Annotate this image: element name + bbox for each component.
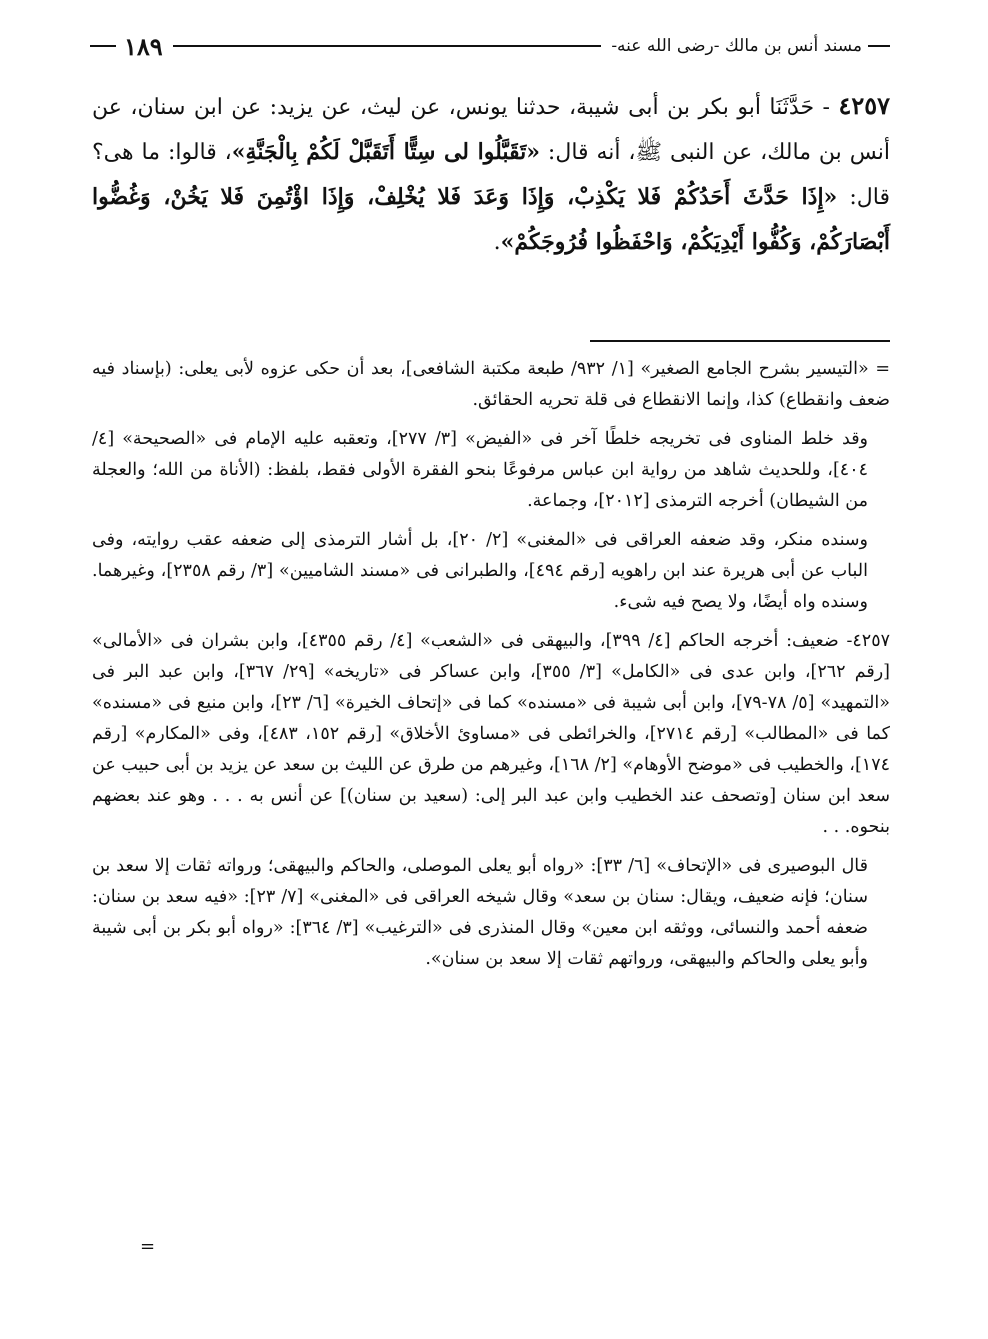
hadith-chain: - حَدَّثَنَا أبو بكر بن أبى شيبة، حدثنا يونس، عن ليث، عن يزيد: عن ابن سنان، عن أنس بن مالك، عن النبى ﷺ، أنه قال: xyxy=(92,95,890,165)
hadith-number: ٤٢٥٧ xyxy=(838,91,890,120)
footnote-paragraph: وسنده منكر، وقد ضعفه العراقى فى «المغنى» [٢/ ٢٠]، بل أشار الترمذى إلى ضعفه عقب روايته، وفى الباب عن أبى هريرة عند ابن راهويه [رقم ٤٩٤]، والطبرانى فى «مسند الشاميين» [٣/ رقم ٢٣٥٨]، وغيرهما. وسنده واه أيضًا، ولا يصح فيه شىء. xyxy=(92,530,868,612)
hadith-mid: ، قالوا: ما هى؟ قال: xyxy=(92,140,891,210)
footnote-separator xyxy=(590,340,890,342)
footnote-paragraph: = «التيسير بشرح الجامع الصغير» [١/ ٩٣٢/ طبعة مكتبة الشافعى]، بعد أن حكى عزوه لأبى يعلى: (بإسناد فيه ضعف وانقطاع) كذا، وإنما الانقطاع فى قلة تحريه الحقائق. xyxy=(92,359,890,410)
header-dash-right xyxy=(868,45,890,47)
hadith-text xyxy=(92,84,890,265)
header-rule xyxy=(173,45,602,47)
footnotes xyxy=(92,354,890,983)
continuation-mark: = xyxy=(140,1236,156,1257)
footnote-paragraph: وقد خلط المناوى فى تخريجه خلطًا آخر فى «الفيض» [٣/ ٢٧٧]، وتعقبه عليه الإمام فى «الصحيحة» [٤/ ٤٠٤]، وللحديث شاهد من رواية ابن عباس مرفوعًا بنحو الفقرة الأولى فقط، بلفظ: (الأناة من الله؛ والعجلة من الشيطان) أخرجه الترمذى [٢٠١٢]، وجماعة. xyxy=(92,429,869,511)
header-dash-left xyxy=(90,45,116,47)
footnote-hadith-grading: ٤٢٥٧- ضعيف: أخرجه الحاكم [٤/ ٣٩٩]، والبيهقى فى «الشعب» [٤/ رقم ٤٣٥٥]، وابن بشران فى «الأمالى» [رقم ٢٦٢]، وابن عدى فى «الكامل» [٣/ ٣٥٥]، وابن عساكر فى «تاريخه» [٢٩/ ٣٦٧]، وابن عبد البر فى «التمهيد» [٥/ ٧٨-٧٩]، وابن أبى شيبة فى «مسنده» كما فى «إتحاف الخيرة» [٦/ ٢٣]، وابن منيع فى «مسنده» كما فى «المطالب» [رقم ٢٧١٤]، والخرائطى فى «مساوئ الأخلاق» [رقم ١٥٢، ٤٨٣]، وفى «المكارم» [رقم ١٧٤]، والخطيب فى «موضح الأوهام» [٢/ ١٦٨]، وغيرهم من طرق عن الليث بن سعد عن يزيد بن أبى حبيب عن سعد ابن سنان [وتصحف عند الخطيب وابن عبد البر إلى: (سعيد بن سنان)] عن أنس به . . . وهو عند بعضهم بنحوه. . . xyxy=(92,631,891,837)
footnote-paragraph: قال البوصيرى فى «الإتحاف» [٦/ ٣٣]: «رواه أبو يعلى الموصلى، والحاكم والبيهقى؛ ورواته ثقات إلا سعد بن سنان؛ فإنه ضعيف، ويقال: سنان بن سعد» وقال شيخه العراقى فى «المغنى» [٧/ ٢٣]: «فيه سعد بن سنان: ضعفه أحمد والنسائى، ووثقه ابن معين» وقال المنذرى فى «الترغيب» [٣/ ٣٦٤]: «رواه أبو بكر بن أبى شيبة وأبو يعلى والحاكم والبيهقى، ورواتهم ثقات إلا سعد بن سنان». xyxy=(92,856,868,969)
hadith-quote-1: «تَقَبَّلُوا لى سِتًّا أَتَقَبَّلْ لَكُمْ بِالْجَنَّةِ» xyxy=(231,139,540,165)
running-header xyxy=(90,30,890,62)
hadith-quote-2: «إِذَا حَدَّثَ أَحَدُكُمْ فَلا يَكْذِبْ، وَإِذَا وَعَدَ فَلا يُخْلِفْ، وَإِذَا اؤْتُمِنَ فَلا يَخُنْ، وَغُضُّوا أَبْصَارَكُمْ، وَكُفُّوا أَيْدِيَكُمْ، وَاحْفَظُوا فُرُوجَكُمْ» xyxy=(92,184,890,255)
page-number: ١٨٩ xyxy=(124,31,163,61)
running-title: مسند أنس بن مالك -رضى الله عنه- xyxy=(611,36,862,56)
hadith-end: . xyxy=(493,230,501,255)
